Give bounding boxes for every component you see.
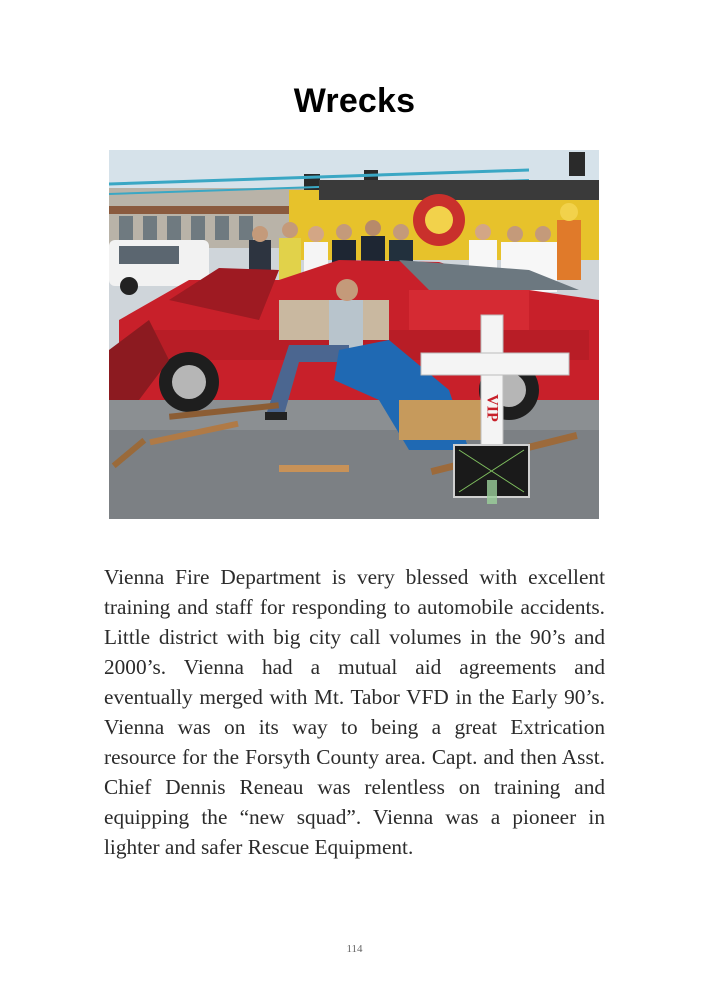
page-title: Wrecks (293, 82, 416, 120)
page-number: 114 (346, 943, 363, 955)
cross-vip-text: VIP (483, 394, 501, 422)
wreck-photo (109, 150, 599, 519)
body-paragraph: Vienna Fire Department is very blessed with excellent training and staff for responding to automobile accidents. Little district with big city call volumes in the 90’s and 2000’s. Vienna had a mutual aid agreements and eventually merged with Mt. Tabor VFD in the Early 90’s. Vienna was on its way to being a great Extrication resource for the Forsyth County area. Capt. and then Asst. Chief Dennis Reneau was relentless on training and equipping the “new squad”. Vienna was a pioneer in lighter and safer Rescue Equipment. (104, 565, 605, 859)
